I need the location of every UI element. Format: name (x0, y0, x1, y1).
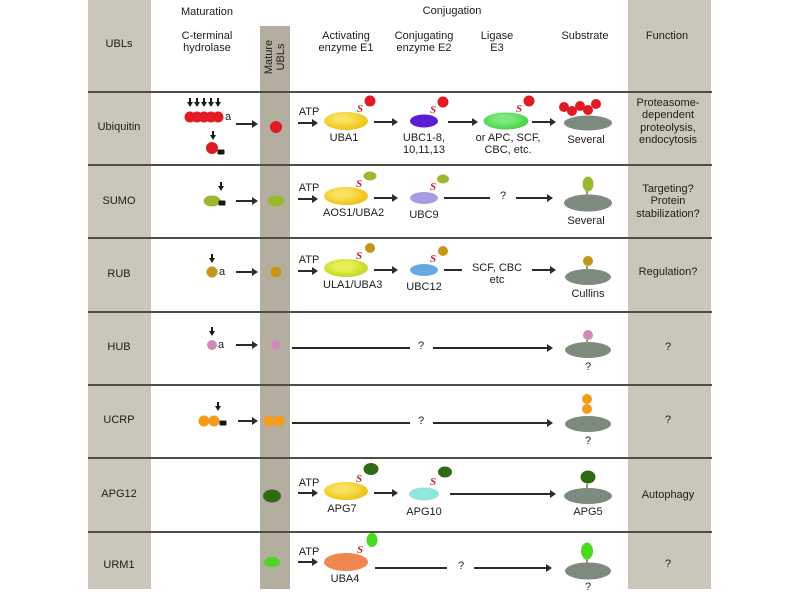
e1-label: UBA4 (330, 573, 360, 585)
c-terminal-tail (219, 201, 226, 206)
row-divider (88, 457, 712, 459)
arrow-icon (532, 121, 550, 123)
e2-label: UBC12 (406, 281, 442, 293)
thioester-s-label: S (356, 544, 364, 556)
substrate-ellipse (564, 116, 612, 131)
arrow-icon (433, 422, 547, 424)
maturation-note: a (217, 339, 225, 351)
e2-enzyme-ellipse (410, 192, 438, 204)
header-substrate: Substrate (561, 30, 609, 42)
row-divider (88, 311, 712, 313)
thioester-s-label: S (355, 473, 363, 485)
hub-precursor-circle (207, 340, 217, 350)
row-label-urm1: URM1 (103, 559, 135, 571)
attachment-stem (586, 340, 588, 344)
mature-ubls-strip-bg (260, 26, 290, 589)
thioester-s-label: S (429, 181, 437, 193)
substrate-ubiquitin-chain (591, 99, 601, 109)
e3-label: SCF, CBC etc (471, 262, 523, 287)
attached-apg12 (364, 463, 379, 475)
thioester-s-label: S (429, 476, 437, 488)
e2-enzyme-ellipse (409, 488, 439, 501)
substrate-apg12 (581, 471, 596, 484)
arrow-icon (238, 420, 252, 422)
thioester-s-label: S (356, 103, 364, 115)
substrate-label: ? (584, 435, 592, 447)
thioester-s-label: S (515, 103, 523, 115)
arrow-icon (236, 123, 252, 125)
attachment-stem (586, 266, 588, 270)
header-activating-enzyme-e1: Activating enzyme E1 (318, 30, 374, 55)
substrate-label: ? (584, 361, 592, 373)
unknown-pathway-label: ? (457, 560, 465, 572)
down-arrow-icon (196, 98, 198, 102)
attached-rub (438, 246, 448, 256)
arrow-icon (298, 122, 312, 124)
pathway-line (292, 422, 410, 424)
atp-label: ATP (298, 106, 320, 118)
attachment-stem (586, 484, 588, 490)
arrow-icon (532, 269, 550, 271)
substrate-label: Several (567, 134, 605, 146)
arrow-icon (433, 347, 547, 349)
header-c-terminal-hydrolase: C-terminal hydrolase (181, 30, 233, 55)
e1-label: AOS1/UBA2 (323, 207, 385, 219)
e1-label: UBA1 (329, 132, 359, 144)
arrow-icon (448, 121, 472, 123)
mature-apg12-ellipse (263, 490, 281, 503)
down-arrow-icon (203, 98, 205, 102)
thioester-s-label: S (429, 104, 437, 116)
arrow-icon (298, 270, 312, 272)
function-text: Regulation? (638, 266, 698, 278)
e2-label: UBC1-8, 10,11,13 (402, 132, 446, 157)
arrow-icon (374, 269, 392, 271)
arrow-icon (374, 121, 392, 123)
down-arrow-icon (217, 98, 219, 102)
substrate-ellipse (565, 269, 611, 285)
e2-label: APG10 (406, 506, 442, 518)
row-divider (88, 164, 712, 166)
substrate-label: Several (567, 215, 605, 227)
unknown-pathway-label: ? (417, 415, 425, 427)
arrow-icon (298, 492, 312, 494)
substrate-hub (583, 330, 593, 340)
ubiquitin-chain-circle (213, 112, 224, 123)
substrate-ellipse (564, 488, 612, 504)
thioester-s-label: S (429, 253, 437, 265)
substrate-sumo (583, 177, 594, 192)
maturation-note: a (224, 111, 232, 123)
arrow-icon (474, 567, 546, 569)
mature-ubiquitin-circle (270, 121, 282, 133)
function-text: Targeting? Protein stabilization? (636, 183, 700, 220)
ubiquitin-precursor-circle (206, 142, 218, 154)
atp-label: ATP (298, 546, 320, 558)
pathway-line (444, 269, 462, 271)
attached-sumo (437, 175, 449, 184)
e1-label: APG7 (327, 503, 357, 515)
unknown-pathway-label: ? (417, 340, 425, 352)
function-text: Autophagy (641, 489, 695, 501)
substrate-ellipse (565, 342, 611, 358)
substrate-label: Cullins (571, 288, 605, 300)
substrate-label: ? (584, 581, 592, 593)
mature-urm1-ellipse (264, 557, 280, 567)
row-label-ucrp: UCRP (103, 414, 135, 426)
pathway-line (292, 347, 410, 349)
arrow-icon (374, 492, 392, 494)
header-ligase-e3: Ligase E3 (480, 30, 514, 55)
e2-enzyme-ellipse (410, 264, 438, 276)
substrate-ucrp (582, 404, 592, 414)
mature-ucrp-circle (274, 416, 285, 427)
pathway-line (375, 567, 447, 569)
row-label-sumo: SUMO (102, 195, 136, 207)
arrow-icon (374, 197, 392, 199)
arrow-icon (236, 271, 252, 273)
down-arrow-icon (220, 182, 222, 186)
function-text: ? (664, 558, 672, 570)
pathway-line (444, 197, 490, 199)
attached-rub (365, 243, 375, 253)
e3-ligase-ellipse (484, 113, 529, 130)
substrate-label: APG5 (573, 506, 603, 518)
atp-label: ATP (298, 182, 320, 194)
header-ubls: UBLs (105, 38, 133, 50)
e1-label: ULA1/UBA3 (323, 279, 383, 291)
thioester-s-label: S (355, 250, 363, 262)
arrow-icon (236, 344, 252, 346)
header-maturation: Maturation (181, 6, 233, 18)
row-divider (88, 91, 712, 93)
unknown-e3-label: ? (499, 190, 507, 202)
down-arrow-icon (189, 98, 191, 102)
mature-sumo-ellipse (268, 196, 285, 207)
ubls-column-bg (88, 0, 151, 589)
e2-enzyme-ellipse (410, 115, 438, 128)
attached-ubiquitin (524, 96, 535, 107)
down-arrow-icon (211, 327, 213, 331)
rub-precursor-circle (207, 267, 218, 278)
attached-ubiquitin (438, 97, 449, 108)
header-mature-ubls: Mature UBLs (262, 39, 287, 75)
thioester-s-label: S (355, 178, 363, 190)
attached-sumo (364, 172, 377, 181)
c-terminal-tail (220, 421, 227, 426)
attached-apg12 (438, 467, 452, 478)
attached-urm1 (367, 533, 378, 547)
row-divider (88, 384, 712, 386)
e2-label: UBC9 (409, 209, 439, 221)
substrate-rub (583, 256, 593, 266)
c-terminal-tail (218, 150, 225, 155)
arrow-icon (236, 200, 252, 202)
substrate-ellipse (564, 195, 612, 212)
substrate-ellipse (565, 563, 611, 580)
e3-label: or APC, SCF, CBC, etc. (475, 132, 541, 157)
down-arrow-icon (217, 402, 219, 406)
arrow-icon (298, 198, 312, 200)
header-function: Function (645, 30, 689, 42)
arrow-icon (450, 493, 550, 495)
mature-rub-circle (271, 267, 282, 278)
row-label-hub: HUB (107, 341, 131, 353)
row-label-rub: RUB (107, 268, 131, 280)
function-text: ? (664, 341, 672, 353)
substrate-ucrp (582, 394, 592, 404)
function-text: Proteasome-dependent proteolysis, endocytosis (636, 97, 700, 146)
function-text: ? (664, 414, 672, 426)
atp-label: ATP (298, 254, 320, 266)
row-label-apg12: APG12 (101, 488, 137, 500)
ucrp-precursor-circle (209, 416, 220, 427)
down-arrow-icon (210, 98, 212, 102)
header-conjugating-enzyme-e2: Conjugating enzyme E2 (394, 30, 454, 55)
row-divider (88, 237, 712, 239)
substrate-ellipse (565, 416, 611, 432)
down-arrow-icon (211, 254, 213, 258)
arrow-icon (516, 197, 547, 199)
row-divider (88, 531, 712, 533)
down-arrow-icon (212, 131, 214, 135)
attached-ubiquitin (365, 96, 376, 107)
maturation-note: a (218, 266, 226, 278)
header-conjugation: Conjugation (422, 5, 482, 17)
atp-label: ATP (298, 477, 320, 489)
row-label-ubiquitin: Ubiquitin (97, 121, 141, 133)
mature-hub-circle (271, 340, 281, 350)
substrate-urm1 (581, 543, 593, 560)
arrow-icon (298, 561, 312, 563)
